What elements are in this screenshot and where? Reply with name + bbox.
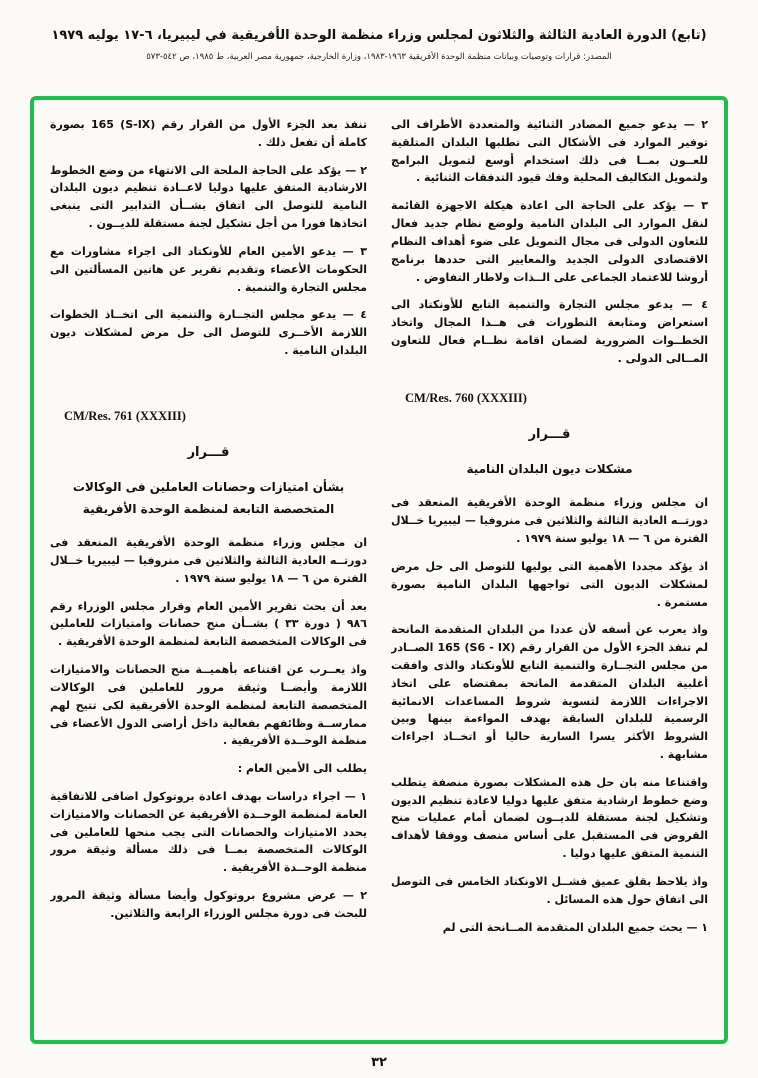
clause-paragraph: ٤ — يدعو مجلس التجــارة والتنمية الى اتخــاذ الخطوات اللازمة الأخــرى للتوصل الى حل مرض لمشكلات ديون البلدان النامية .	[50, 308, 367, 357]
document-header	[0, 0, 758, 62]
clause-paragraph: واذ يلاحظ بقلق عميق فشــل الاونكتاد الخامس فى التوصل الى اتفاق حول هذه المسائل .	[391, 874, 708, 906]
operative-paragraph: ١ — يحث جميع البلدان المتقدمة المــانحة التى لم	[442, 920, 708, 934]
clause-paragraph: واذ يعرب عن أسفه لأن عددا من البلدان المتقدمة المانحة لم تنفذ الجزء الأول من القرار رقم ‎165 (S6 - IX)‎ الصــادر من مجلس التجــارة والتنمية التابع للأونكتاد والذى وافقت أغلبية البلدان المتقدمة المانحة بمقتضاه على اتخاذ الاجراءات اللازمة لتسوية شروط المساعدات الانمائية الرسمية للبلدان السابقة بهدف المواءمة بينها وبين الشروط الأكثر يسرا السارية حاليا أو اتخــاذ اجراءات مشابهة .	[391, 623, 708, 762]
clause-paragraph: ٣ — يدعو الأمين العام للأونكتاد الى اجراء مشاورات مع الحكومات الأعضاء وتقديم تقرير عن هاتين المسألتين الى مجلس التجارة والتنمية .	[50, 244, 367, 294]
clause-paragraph: ٢ — يدعو جميع المصادر الثنائية والمتعددة الأطراف الى توفير الموارد فى الأشكال التى تطلبها البلدان المتلقية للعــون بمــا فى ذلك استخدام أوسع لتمويل البرامج ولتمويل التكاليف المحلية وفك قيود التدفقات الثنائية .	[391, 118, 708, 185]
resolution-number: CM/Res. 761 (XXXIII)	[64, 408, 186, 423]
two-column-layout	[50, 116, 708, 1030]
decision-heading: قـــرار	[187, 445, 230, 460]
page-number: ٣٢	[371, 1055, 387, 1070]
clause-paragraph: ٣ — يؤكد على الحاجة الى اعادة هيكلة الاجهزة القائمة لنقل الموارد الى البلدان النامية ولوضع نظام جديد فعال للتعاون الدولى فى مجال التمويل على ضوء أهداف النظام الاقتصادى الدولى الجديد والمعايير التى حددها برنامج أروشا للاعتماد الجماعى على الــذات ولاطار التفاوض .	[391, 199, 708, 284]
clause-paragraph: واذ يعــرب عن اقتناعه بأهميــة منح الحصانات والامتيازات اللازمة وأيضــا وثيقة مرور للعاملين فى الوكالات المتخصصة التابعة لمنظمة الوحدة الأفريقية لكى تتيح لهم ممارســة وظائفهم بفعالية داخل أراضى الدول الأعضاء فى منظمة الوحــدة الأفريقية .	[50, 663, 367, 748]
decision-title: بشأن امتيازات وحصانات العاملين فى الوكالات المتخصصة التابعة لمنظمة الوحدة الأفريقية	[72, 480, 345, 516]
clause-paragraph: بعد أن بحث تقرير الأمين العام وقرار مجلس الوزراء رقم ٩٨٦ ( دورة ٣٣ ) بشــأن منح حصانات وامتيازات للعاملين فى الوكالات المتخصصة التابعة لمنظمة الوحدة الأفريقية .	[50, 599, 367, 649]
operative-paragraph: ٢ — عرض مشروع بروتوكول وأيضا مسألة وثيقة المرور للبحث فى دورة مجلس الوزراء الرابعة والثلاثين.	[50, 889, 367, 920]
clause-paragraph: اذ يؤكد مجددا الأهمية التى يوليها للتوصل الى حل مرض لمشكلات الديون التى تواجهها البلدان النامية بصورة مستمرة .	[391, 559, 708, 609]
preamble-paragraph: ان مجلس وزراء منظمة الوحدة الأفريقية المنعقد فى دورتــه العادية الثالثة والثلاثين فى منروفيا — ليبيريا خــلال الفترة من ٦ — ١٨ يوليو سنة ١٩٧٩ .	[391, 496, 708, 546]
clause-paragraph: ٢ — يؤكد على الحاجة الملحة الى الانتهاء من وضع الخطوط الارشادية المتفق عليها دوليا لاعــادة تنظيم ديون البلدان النامية للتوصل الى اتفاق بشــأن التدابير التى ينبغى اتخاذها فورا من أجل تشكيل لجنة مستقلة للديــون .	[50, 163, 367, 231]
clause-paragraph: واقتناعا منه بان حل هذه المشكلات بصورة منصفة يتطلب وضع خطوط ارشادية متفق عليها دوليا لاعادة تنظيم الديون وتشكيل لجنة مستقلة للديــون لضمان أمام عمليات منح القروض فى المستقبل على أساس منصف ووفقا لأهداف التنمية المتفق عليها دوليا .	[391, 775, 708, 861]
column-left	[50, 116, 367, 1030]
document-footer	[0, 1055, 758, 1070]
content-frame	[30, 96, 728, 1044]
decision-heading: قـــرار	[528, 426, 571, 442]
document-source-line: المصدر: قرارات وتوصيات وبيانات منظمة الوحدة الأفريقية ١٩٦٣-١٩٨٣، وزارة الخارجية، جمهورية مصر العربية، ط ١٩٨٥، ص ٥٤٢-٥٧٣	[146, 52, 612, 62]
decision-title: مشكلات ديون البلدان النامية	[466, 461, 633, 476]
resolution-number: CM/Res. 760 (XXXIII)	[405, 390, 527, 405]
document-title: (تابع) الدورة العادية الثالثة والثلاثون لمجلس وزراء منظمة الوحدة الأفريقية في ليبيريا، ٦-١٧ يوليه ١٩٧٩	[51, 28, 707, 43]
column-right	[391, 116, 708, 1030]
operative-paragraph: ١ — اجراء دراسات بهدف اعادة بروتوكول اضافى للاتفاقية العامة لمنظمة الوحــدة الأفريقية عن الحصانات والامتيازات يحدد الامتيازات والحصانات التى يجب منحها للعاملين فى الوكالات المتخصصة بمــا فى ذلك مسألة وثيقة مرور منظمة الوحــدة الأفريقية .	[50, 789, 367, 875]
preamble-paragraph: ان مجلس وزراء منظمة الوحدة الأفريقية المنعقد فى دورتــه العادية الثالثة والثلاثين فى منروفيا — ليبيريا خــلال الفترة من ٦ — ١٨ يوليو سنة ١٩٧٩ .	[50, 536, 367, 585]
clause-paragraph: ٤ — يدعو مجلس التجارة والتنمية التابع للأونكتاد الى استعراض ومتابعة التطورات فى هــذا المجال واتخاذ الخطــوات الضرورية لضمان اقامة نظــام فعال للتعاون المــالى الدولى .	[391, 298, 708, 365]
continuation-paragraph: تنفذ بعد الجزء الأول من القرار رقم ‎165 (S-IX)‎ بصورة كاملة أن تفعل ذلك .	[50, 118, 367, 149]
request-line: يطلب الى الأمين العام :	[237, 762, 367, 776]
